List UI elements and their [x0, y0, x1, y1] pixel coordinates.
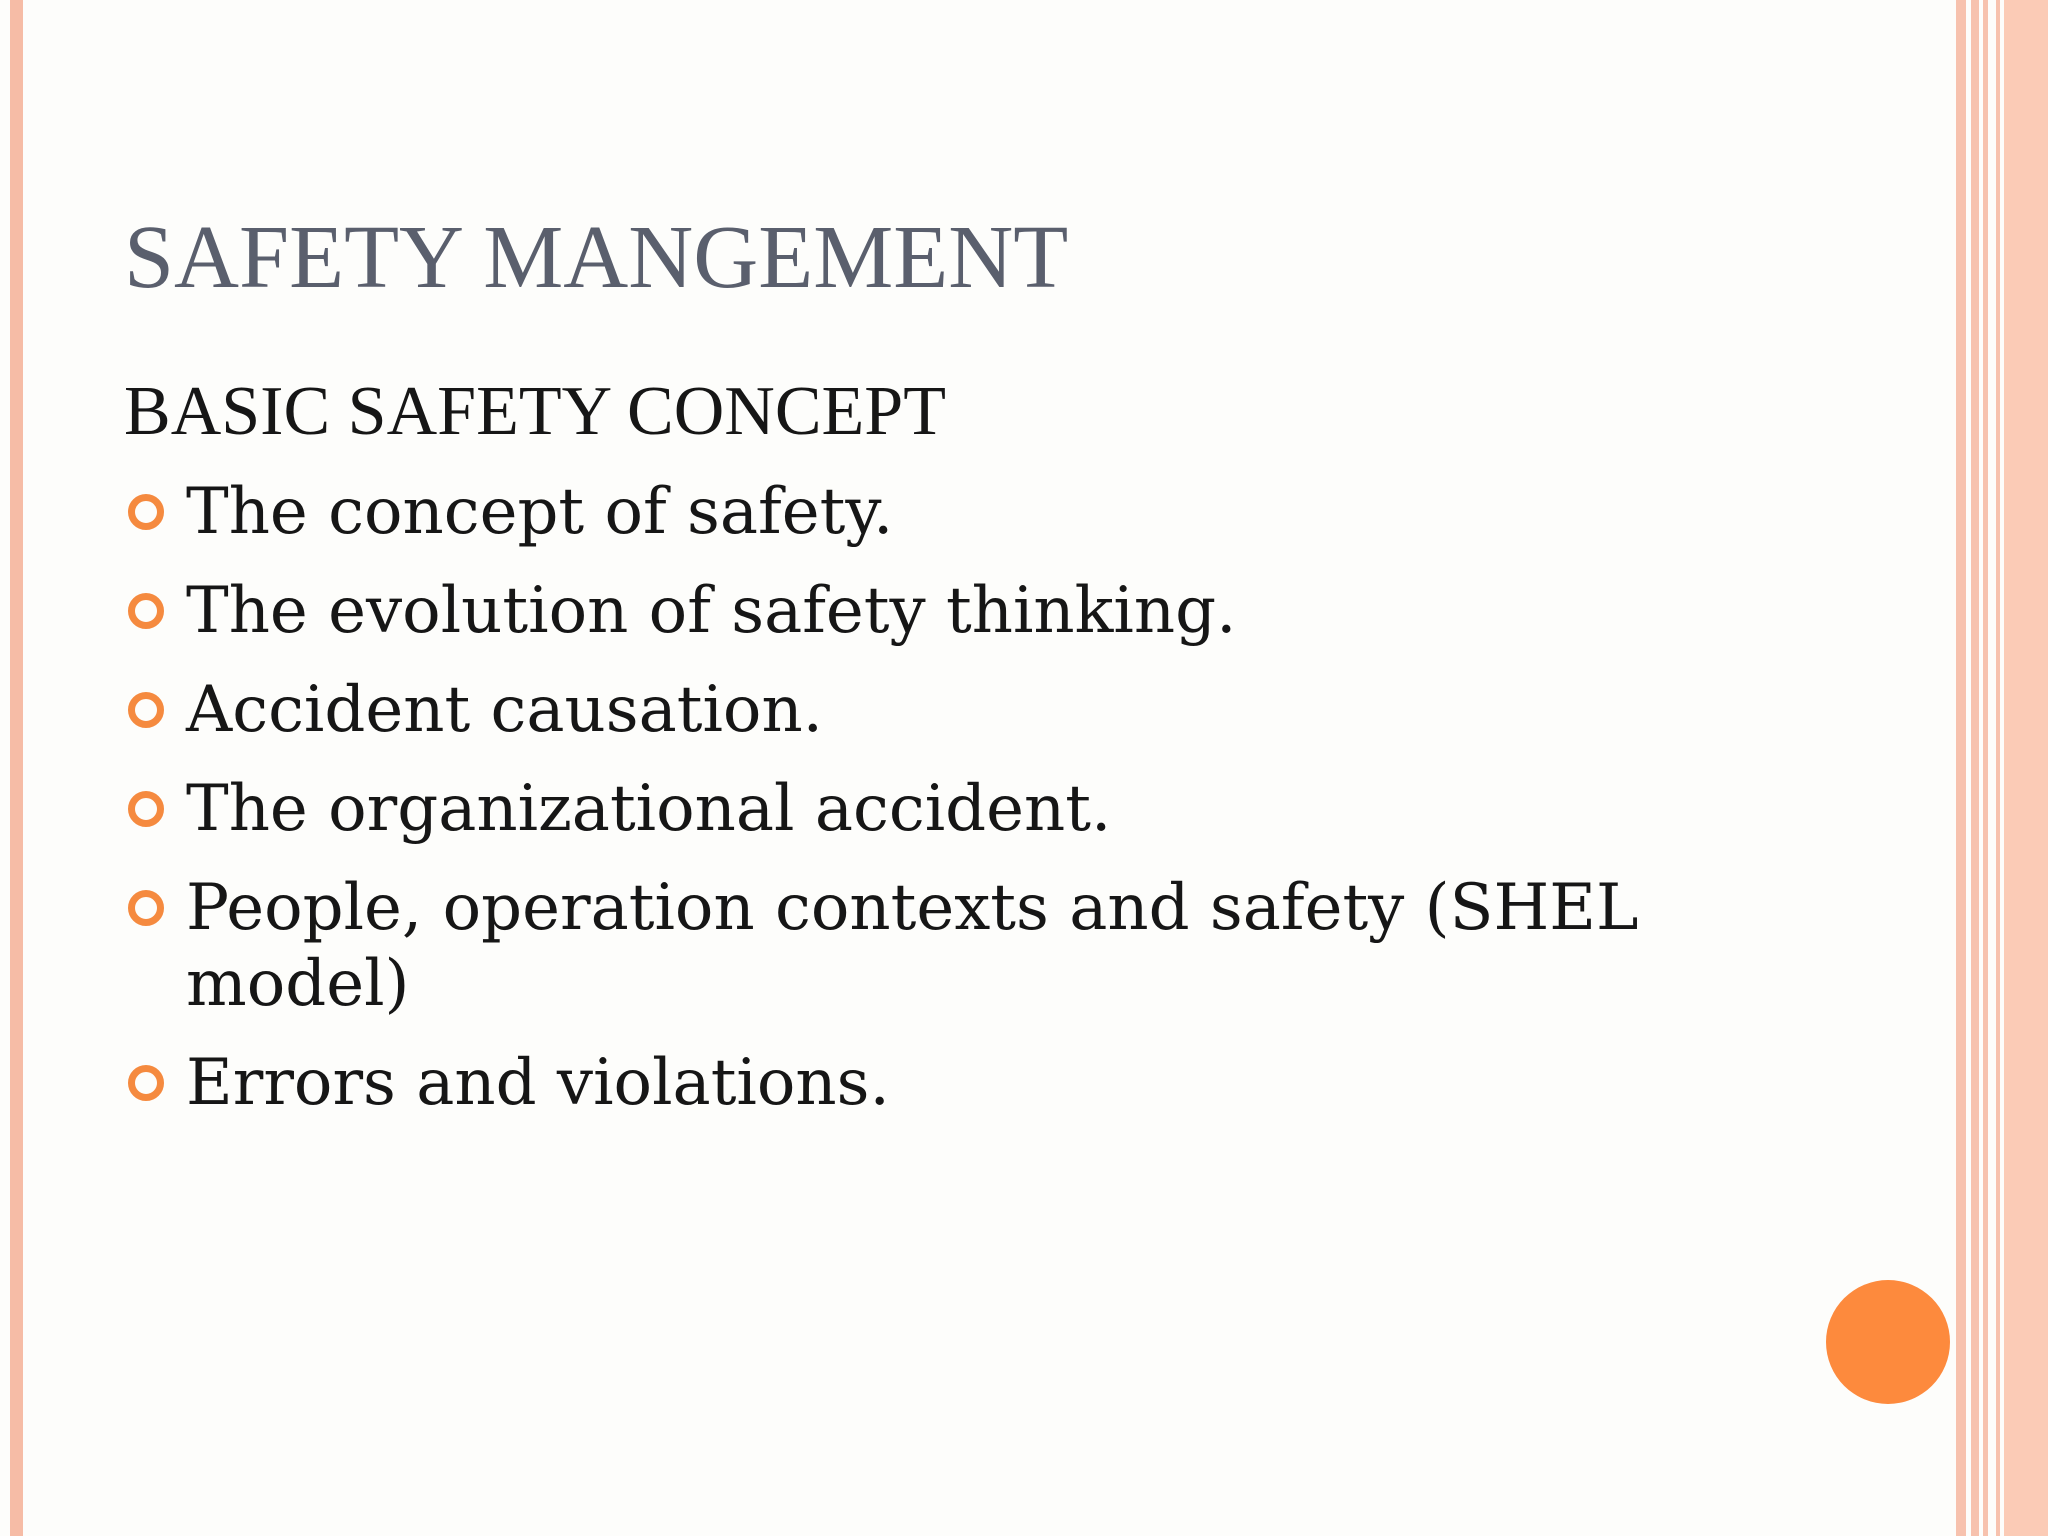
bullet-item [124, 771, 1684, 847]
hollow-circle-bullet-icon [128, 593, 164, 629]
right-stripe-decoration [1956, 0, 1966, 1536]
bullet-text: The concept of safety. [186, 475, 894, 549]
hollow-circle-bullet-icon [128, 692, 164, 728]
right-stripe-decoration [1988, 0, 1996, 1536]
right-stripe-decoration [1971, 0, 1979, 1536]
hollow-circle-bullet-icon [128, 791, 164, 827]
hollow-circle-bullet-icon [128, 1065, 164, 1101]
bullet-item [124, 474, 1684, 550]
bullet-text: People, operation contexts and safety (SHEL model) [186, 871, 1639, 1021]
orange-circle-icon [1826, 1280, 1950, 1404]
bullet-text: Accident causation. [186, 673, 823, 747]
bullet-item [124, 1045, 1684, 1121]
bullet-text: The evolution of safety thinking. [186, 574, 1237, 648]
right-stripe-decoration [2004, 0, 2048, 1536]
bullet-item [124, 870, 1706, 1022]
left-border-decoration [10, 0, 23, 1536]
bullet-text: Errors and violations. [186, 1046, 890, 1120]
bullet-item [124, 573, 1684, 649]
slide-subtitle: BASIC SAFETY CONCEPT [124, 373, 946, 450]
bullet-text: The organizational accident. [186, 772, 1112, 846]
slide-title: SAFETY MANGEMENT [124, 208, 1069, 307]
bullet-list [124, 474, 1684, 1144]
bullet-item [124, 672, 1684, 748]
hollow-circle-bullet-icon [128, 890, 164, 926]
hollow-circle-bullet-icon [128, 494, 164, 530]
